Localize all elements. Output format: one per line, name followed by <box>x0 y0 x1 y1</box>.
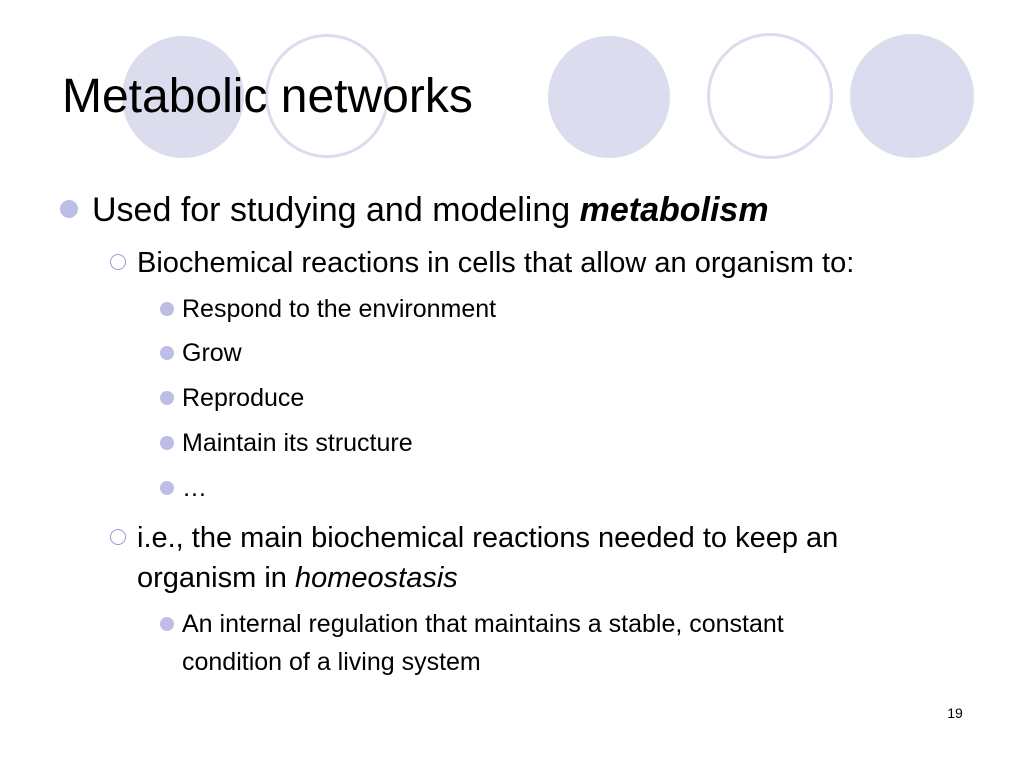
decorative-circle-filled <box>548 36 670 158</box>
decorative-circle-filled <box>850 34 974 158</box>
list-item: … <box>182 474 207 502</box>
bullet-level1 <box>92 190 769 230</box>
page-number: 19 <box>947 705 963 721</box>
hollow-circle-bullet-icon <box>110 529 126 545</box>
list-item: Grow <box>182 339 242 367</box>
list-item: An internal regulation that maintains a stable, constant <box>182 610 784 638</box>
list-item: Maintain its structure <box>182 429 413 457</box>
bullet-level2-continuation <box>137 558 458 598</box>
bullet-level2: Biochemical reactions in cells that allow an organism to: <box>137 247 855 279</box>
list-item-continuation: condition of a living system <box>182 648 481 676</box>
filled-circle-bullet-icon <box>160 617 174 631</box>
list-item: Reproduce <box>182 384 305 412</box>
slide-title: Metabolic networks <box>62 70 473 123</box>
filled-circle-bullet-icon <box>160 481 174 495</box>
filled-circle-bullet-icon <box>160 391 174 405</box>
hollow-circle-bullet-icon <box>110 254 126 270</box>
filled-circle-bullet-icon <box>60 200 78 218</box>
bullet-emphasis: metabolism <box>579 191 769 229</box>
decorative-circle-outline <box>707 33 833 159</box>
filled-circle-bullet-icon <box>160 302 174 316</box>
bullet-text: Used for studying and modeling <box>92 191 580 229</box>
bullet-text: organism in <box>137 562 295 594</box>
bullet-emphasis: homeostasis <box>294 562 458 594</box>
list-item: Respond to the environment <box>182 295 497 323</box>
filled-circle-bullet-icon <box>160 346 174 360</box>
bullet-level2: i.e., the main biochemical reactions needed to keep an <box>137 522 839 554</box>
filled-circle-bullet-icon <box>160 436 174 450</box>
